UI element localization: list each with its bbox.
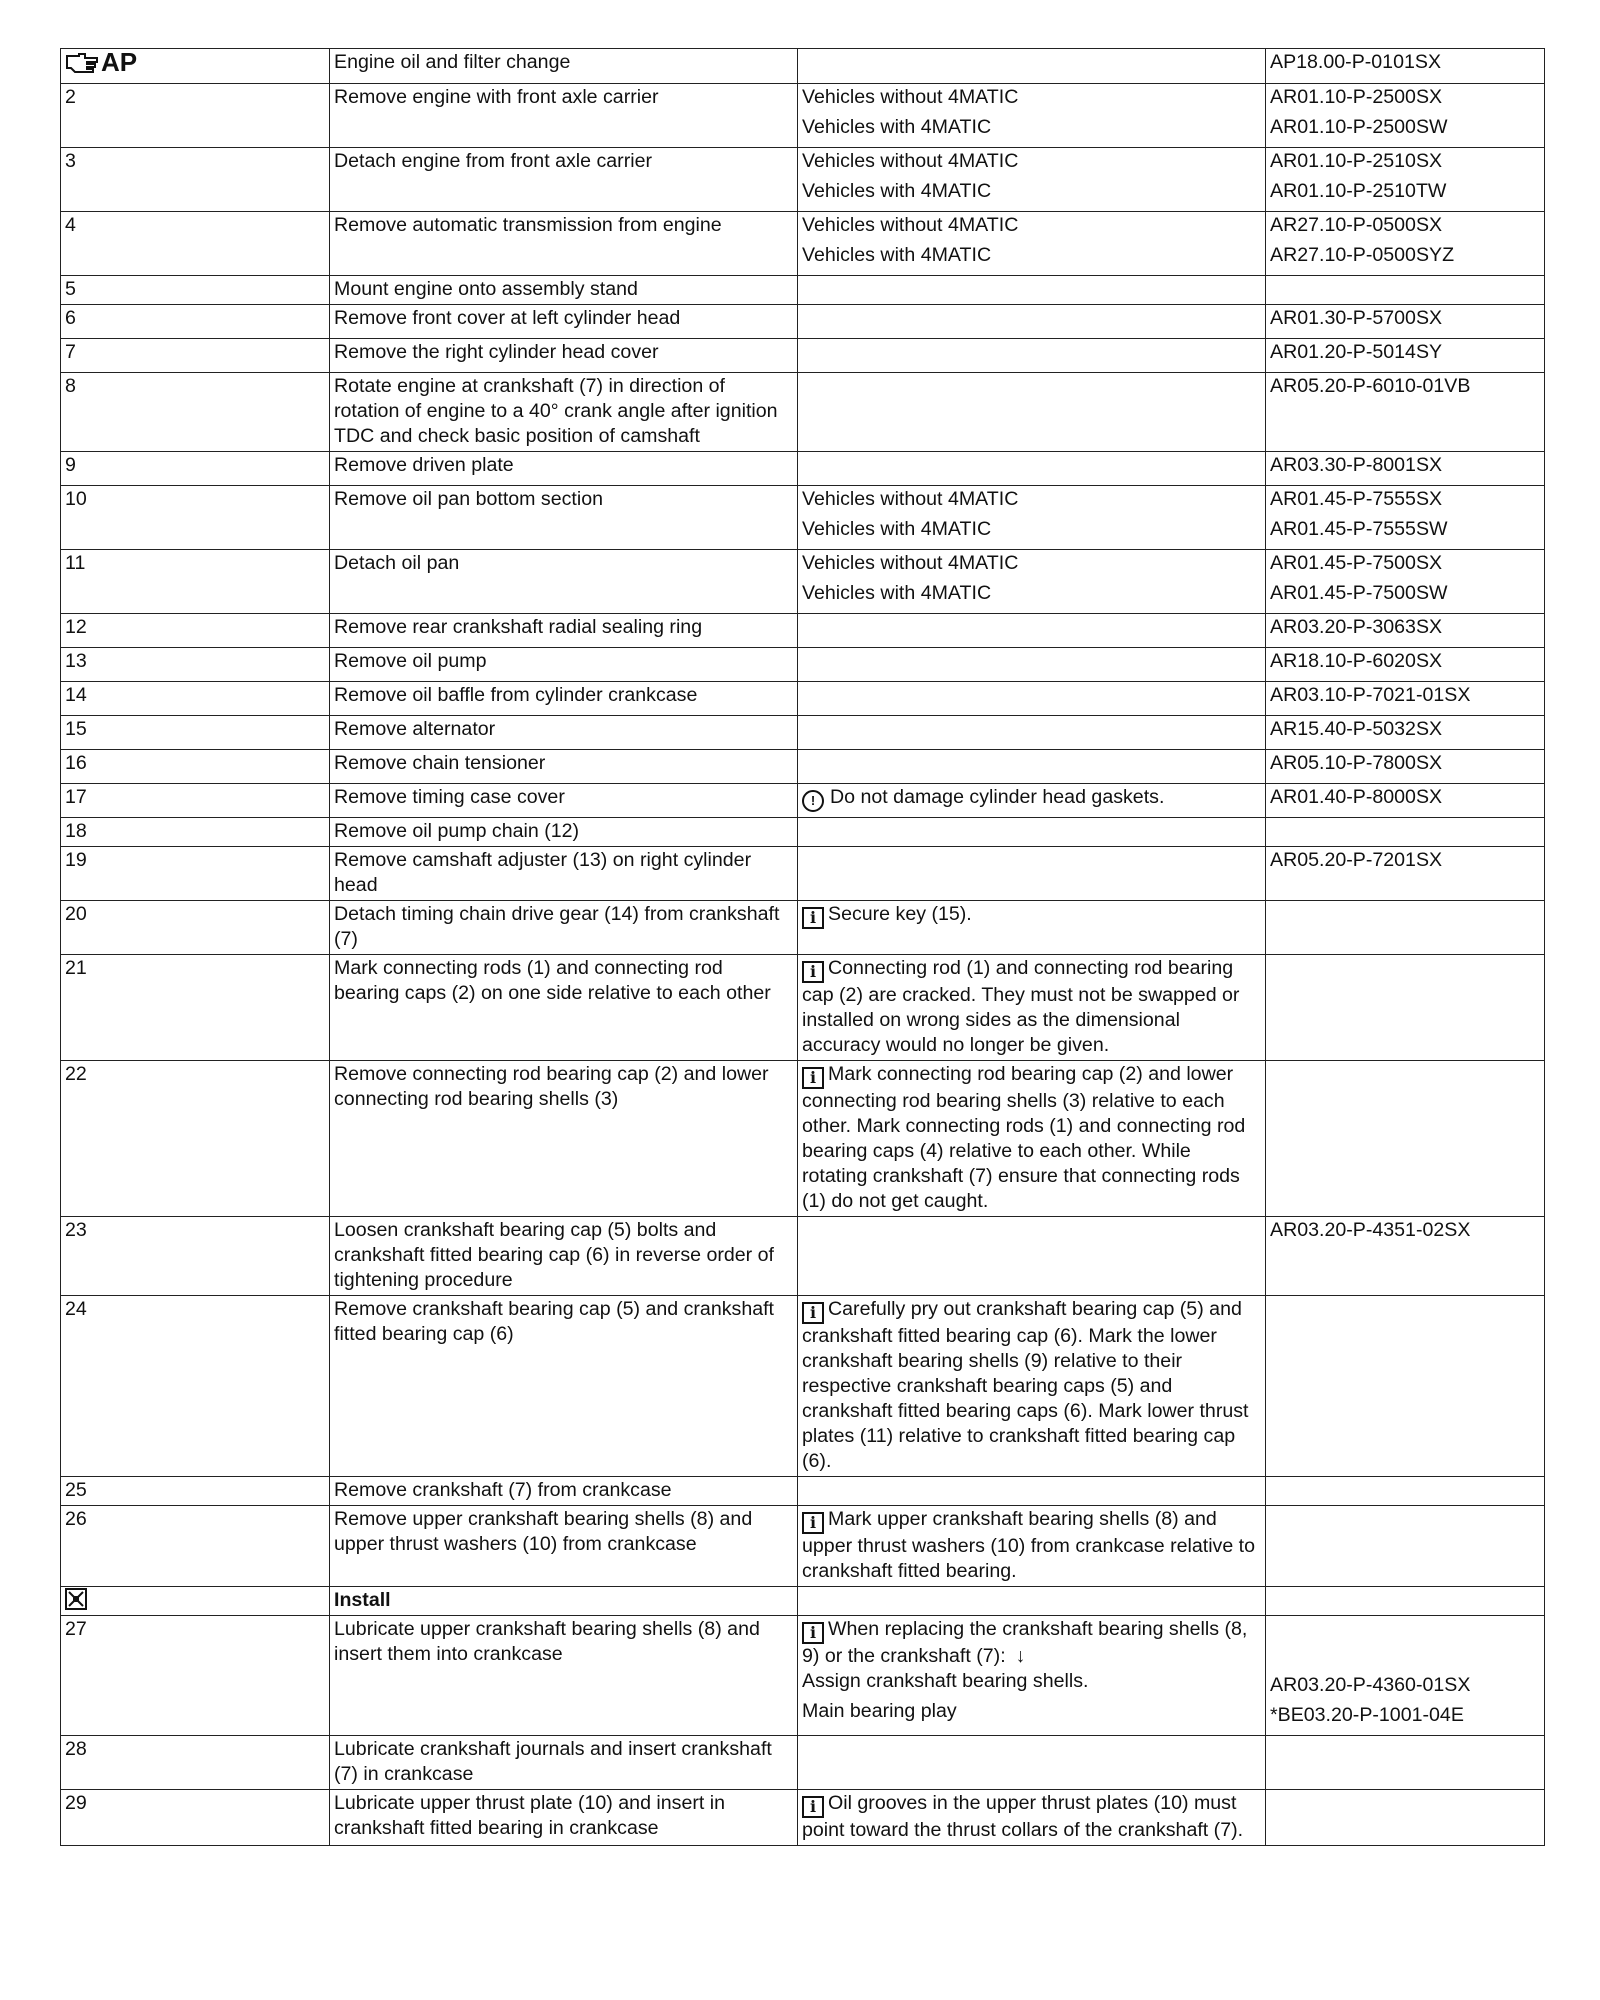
note-block bbox=[802, 1617, 1261, 1669]
info-icon: i bbox=[802, 907, 824, 929]
reference-link: AR01.20-P-5014SY bbox=[1270, 340, 1443, 363]
action-text: Remove camshaft adjuster (13) on right cylinder head bbox=[334, 848, 752, 896]
step-cell bbox=[61, 83, 330, 147]
step-cell bbox=[61, 1789, 330, 1845]
note-cell bbox=[798, 549, 1266, 613]
action-text: Detach engine from front axle carrier bbox=[334, 149, 652, 172]
table-row bbox=[61, 1216, 1545, 1295]
condition-text: Vehicles with 4MATIC bbox=[802, 115, 992, 138]
ap-marker bbox=[65, 47, 138, 77]
action-cell bbox=[330, 647, 798, 681]
table-row bbox=[61, 485, 1545, 549]
step-cell bbox=[61, 147, 330, 211]
step-cell bbox=[61, 1295, 330, 1476]
reference-link: AR01.45-P-7500SW bbox=[1270, 581, 1448, 604]
action-cell bbox=[330, 1615, 798, 1735]
reference-cell bbox=[1266, 783, 1545, 817]
action-cell bbox=[330, 1295, 798, 1476]
action-text: Remove upper crankshaft bearing shells (8) and upper thrust washers (10) from crankcase bbox=[334, 1507, 753, 1555]
action-text: Lubricate upper thrust plate (10) and insert in crankshaft fitted bearing in crankcase bbox=[334, 1791, 726, 1839]
reference-link: AR03.20-P-4360-01SX bbox=[1270, 1673, 1471, 1696]
pointing-hand-icon bbox=[65, 52, 99, 74]
reference-link: AR01.10-P-2500SW bbox=[1270, 115, 1448, 138]
step-cell bbox=[61, 783, 330, 817]
note-text: Mark connecting rod bearing cap (2) and lower connecting rod bearing shells (3) relative to each other. Mark connecting rods (1) and connecting rod bearing caps (4) relative to each other. While rotating crankshaft (7) ensure that connecting rods (1) do not get caught. bbox=[802, 1062, 1246, 1212]
action-text: Remove crankshaft (7) from crankcase bbox=[334, 1478, 672, 1501]
action-cell bbox=[330, 338, 798, 372]
note-block bbox=[802, 1062, 1261, 1214]
note-block bbox=[802, 1507, 1261, 1584]
table-row bbox=[61, 1735, 1545, 1789]
condition-text: Vehicles with 4MATIC bbox=[802, 517, 992, 540]
action-text: Remove oil pan bottom section bbox=[334, 487, 604, 510]
table-row bbox=[61, 451, 1545, 485]
action-cell bbox=[330, 372, 798, 451]
info-icon: i bbox=[802, 1512, 824, 1534]
step-number: 13 bbox=[65, 649, 87, 672]
step-number: 16 bbox=[65, 751, 87, 774]
reference-cell bbox=[1266, 900, 1545, 954]
table-row bbox=[61, 1586, 1545, 1615]
step-cell bbox=[61, 1216, 330, 1295]
info-icon: i bbox=[802, 1796, 824, 1818]
reference-cell bbox=[1266, 372, 1545, 451]
step-number: 25 bbox=[65, 1478, 87, 1501]
step-number: 21 bbox=[65, 956, 87, 979]
reference-link: AR01.45-P-7500SX bbox=[1270, 551, 1443, 574]
reference-cell bbox=[1266, 485, 1545, 549]
action-text: Remove rear crankshaft radial sealing ring bbox=[334, 615, 703, 638]
action-text: Rotate engine at crankshaft (7) in direction of rotation of engine to a 40° crank angle after ignition TDC and check basic position of camshaft bbox=[334, 374, 778, 447]
step-number: 22 bbox=[65, 1062, 87, 1085]
action-cell bbox=[330, 749, 798, 783]
note-text: When replacing the crankshaft bearing shells (8, 9) or the crankshaft (7): bbox=[802, 1617, 1248, 1667]
note-text: Oil grooves in the upper thrust plates (10) must point toward the thrust collars of the crankshaft (7). bbox=[802, 1791, 1244, 1841]
reference-cell bbox=[1266, 1789, 1545, 1845]
note-text: Connecting rod (1) and connecting rod bearing cap (2) are cracked. They must not be swapped or installed on wrong sides as the dimensional accuracy would no longer be given. bbox=[802, 956, 1240, 1056]
reference-link: AR03.10-P-7021-01SX bbox=[1270, 683, 1471, 706]
reference-cell bbox=[1266, 1060, 1545, 1216]
reference-cell bbox=[1266, 1735, 1545, 1789]
reference-link: AR05.10-P-7800SX bbox=[1270, 751, 1443, 774]
action-cell bbox=[330, 49, 798, 84]
note-cell bbox=[798, 783, 1266, 817]
reference-cell bbox=[1266, 647, 1545, 681]
condition-text: Vehicles with 4MATIC bbox=[802, 581, 992, 604]
reference-cell bbox=[1266, 1295, 1545, 1476]
table-row bbox=[61, 1295, 1545, 1476]
reference-link: AR05.20-P-7201SX bbox=[1270, 848, 1443, 871]
action-text: Remove the right cylinder head cover bbox=[334, 340, 659, 363]
reference-link: AR01.45-P-7555SX bbox=[1270, 487, 1443, 510]
step-number: 4 bbox=[65, 213, 76, 236]
note-block bbox=[802, 956, 1261, 1058]
action-cell bbox=[330, 1505, 798, 1586]
condition-text: Vehicles with 4MATIC bbox=[802, 179, 992, 202]
step-number: 20 bbox=[65, 902, 87, 925]
reference-link: AR01.30-P-5700SX bbox=[1270, 306, 1443, 329]
condition-text: Vehicles without 4MATIC bbox=[802, 487, 1019, 510]
action-cell bbox=[330, 304, 798, 338]
spacer bbox=[1270, 1617, 1540, 1673]
condition-text: Vehicles without 4MATIC bbox=[802, 213, 1019, 236]
action-text: Loosen crankshaft bearing cap (5) bolts and crankshaft fitted bearing cap (6) in reverse order of tightening procedure bbox=[334, 1218, 774, 1291]
condition-text: Assign crankshaft bearing shells. bbox=[802, 1669, 1089, 1692]
table-row bbox=[61, 1060, 1545, 1216]
step-cell bbox=[61, 817, 330, 846]
action-text: Lubricate crankshaft journals and insert crankshaft (7) in crankcase bbox=[334, 1737, 772, 1785]
step-number: 6 bbox=[65, 306, 76, 329]
note-cell bbox=[798, 613, 1266, 647]
note-cell bbox=[798, 1216, 1266, 1295]
action-cell bbox=[330, 275, 798, 304]
step-number: 12 bbox=[65, 615, 87, 638]
note-cell bbox=[798, 451, 1266, 485]
table-row bbox=[61, 900, 1545, 954]
note-cell bbox=[798, 211, 1266, 275]
step-cell bbox=[61, 338, 330, 372]
reference-link: AR18.10-P-6020SX bbox=[1270, 649, 1443, 672]
action-text: Remove chain tensioner bbox=[334, 751, 546, 774]
condition-text: Vehicles without 4MATIC bbox=[802, 149, 1019, 172]
info-icon: i bbox=[802, 1622, 824, 1644]
action-cell bbox=[330, 211, 798, 275]
step-number: 2 bbox=[65, 85, 76, 108]
action-cell bbox=[330, 485, 798, 549]
table-row bbox=[61, 954, 1545, 1060]
table-row bbox=[61, 147, 1545, 211]
reference-link: AR03.20-P-3063SX bbox=[1270, 615, 1443, 638]
table-row bbox=[61, 49, 1545, 84]
step-number: 14 bbox=[65, 683, 87, 706]
arrow-down-icon: ↓ bbox=[1015, 1644, 1026, 1667]
reference-cell bbox=[1266, 211, 1545, 275]
step-cell bbox=[61, 846, 330, 900]
action-cell bbox=[330, 1735, 798, 1789]
action-cell bbox=[330, 1216, 798, 1295]
action-cell bbox=[330, 1586, 798, 1615]
note-text: Do not damage cylinder head gaskets. bbox=[830, 785, 1165, 808]
note-cell bbox=[798, 147, 1266, 211]
action-text: Remove oil baffle from cylinder crankcase bbox=[334, 683, 698, 706]
step-cell bbox=[61, 304, 330, 338]
action-text: Mark connecting rods (1) and connecting rod bearing caps (2) on one side relative to each other bbox=[334, 956, 771, 1004]
note-cell bbox=[798, 1505, 1266, 1586]
action-cell bbox=[330, 846, 798, 900]
note-cell bbox=[798, 485, 1266, 549]
reference-link: AR01.10-P-2500SX bbox=[1270, 85, 1443, 108]
reference-cell bbox=[1266, 1216, 1545, 1295]
action-cell bbox=[330, 451, 798, 485]
step-cell bbox=[61, 900, 330, 954]
reference-cell bbox=[1266, 1615, 1545, 1735]
action-cell bbox=[330, 613, 798, 647]
note-cell bbox=[798, 372, 1266, 451]
step-number: 3 bbox=[65, 149, 76, 172]
step-number: 8 bbox=[65, 374, 76, 397]
note-text: Secure key (15). bbox=[828, 902, 972, 925]
reference-cell bbox=[1266, 304, 1545, 338]
action-text: Install bbox=[334, 1588, 391, 1611]
step-number: 17 bbox=[65, 785, 87, 808]
reference-link: AP18.00-P-0101SX bbox=[1270, 51, 1442, 73]
note-text: Carefully pry out crankshaft bearing cap (5) and crankshaft fitted bearing cap (6). Mark the lower crankshaft bearing shells (9) relative to their respective crankshaft bearing caps (5) and crankshaft fitted bearing caps (6). Mark lower thrust plates (11) relative to crankshaft fitted bearing cap (6). bbox=[802, 1297, 1249, 1472]
note-cell bbox=[798, 954, 1266, 1060]
step-cell bbox=[61, 211, 330, 275]
note-cell bbox=[798, 1735, 1266, 1789]
note-cell bbox=[798, 846, 1266, 900]
table-row bbox=[61, 817, 1545, 846]
info-icon: i bbox=[802, 1302, 824, 1324]
note-cell bbox=[798, 1586, 1266, 1615]
note-block bbox=[802, 1791, 1261, 1843]
table-row bbox=[61, 1615, 1545, 1735]
reference-cell bbox=[1266, 338, 1545, 372]
note-block bbox=[802, 902, 1261, 929]
condition-text: Vehicles without 4MATIC bbox=[802, 551, 1019, 574]
step-cell bbox=[61, 549, 330, 613]
action-text: Remove timing case cover bbox=[334, 785, 565, 808]
action-cell bbox=[330, 1060, 798, 1216]
table-row bbox=[61, 1476, 1545, 1505]
action-cell bbox=[330, 549, 798, 613]
condition-text: Vehicles without 4MATIC bbox=[802, 85, 1019, 108]
action-text: Mount engine onto assembly stand bbox=[334, 277, 638, 300]
step-number: 5 bbox=[65, 277, 76, 300]
note-block bbox=[802, 1297, 1261, 1474]
reference-link: AR03.20-P-4351-02SX bbox=[1270, 1218, 1471, 1241]
info-icon: i bbox=[802, 961, 824, 983]
install-icon bbox=[65, 1588, 87, 1610]
note-block bbox=[802, 785, 1261, 812]
action-cell bbox=[330, 147, 798, 211]
ap-label: AP bbox=[101, 47, 138, 77]
step-number: 18 bbox=[65, 819, 87, 842]
table-row bbox=[61, 647, 1545, 681]
note-cell bbox=[798, 304, 1266, 338]
step-cell bbox=[61, 954, 330, 1060]
step-cell bbox=[61, 613, 330, 647]
action-text: Lubricate upper crankshaft bearing shells (8) and insert them into crankcase bbox=[334, 1617, 760, 1665]
reference-cell bbox=[1266, 1476, 1545, 1505]
step-cell bbox=[61, 1505, 330, 1586]
step-number: 10 bbox=[65, 487, 87, 510]
action-cell bbox=[330, 954, 798, 1060]
table-row bbox=[61, 846, 1545, 900]
reference-link: AR03.30-P-8001SX bbox=[1270, 453, 1443, 476]
step-number: 26 bbox=[65, 1507, 87, 1530]
note-cell bbox=[798, 83, 1266, 147]
note-cell bbox=[798, 900, 1266, 954]
step-number: 23 bbox=[65, 1218, 87, 1241]
step-number: 24 bbox=[65, 1297, 87, 1320]
reference-link: AR27.10-P-0500SYZ bbox=[1270, 243, 1455, 266]
table-row bbox=[61, 749, 1545, 783]
step-cell bbox=[61, 451, 330, 485]
table-row bbox=[61, 304, 1545, 338]
action-text: Remove oil pump chain (12) bbox=[334, 819, 580, 842]
action-text: Detach timing chain drive gear (14) from crankshaft (7) bbox=[334, 902, 780, 950]
reference-cell bbox=[1266, 1505, 1545, 1586]
reference-cell bbox=[1266, 549, 1545, 613]
step-number: 19 bbox=[65, 848, 87, 871]
action-text: Remove oil pump bbox=[334, 649, 487, 672]
condition-text: Vehicles with 4MATIC bbox=[802, 243, 992, 266]
action-cell bbox=[330, 715, 798, 749]
table-row bbox=[61, 549, 1545, 613]
reference-cell bbox=[1266, 451, 1545, 485]
table-row bbox=[61, 211, 1545, 275]
table-row bbox=[61, 372, 1545, 451]
reference-link: AR05.20-P-6010-01VB bbox=[1270, 374, 1471, 397]
action-text: Detach oil pan bbox=[334, 551, 460, 574]
note-cell bbox=[798, 647, 1266, 681]
info-icon: i bbox=[802, 1067, 824, 1089]
reference-cell bbox=[1266, 613, 1545, 647]
table-row bbox=[61, 715, 1545, 749]
action-text: Remove engine with front axle carrier bbox=[334, 85, 659, 108]
step-cell bbox=[61, 49, 330, 84]
step-cell bbox=[61, 1476, 330, 1505]
note-cell bbox=[798, 1615, 1266, 1735]
reference-cell bbox=[1266, 1586, 1545, 1615]
action-text: Remove alternator bbox=[334, 717, 496, 740]
table-row bbox=[61, 613, 1545, 647]
table-row bbox=[61, 83, 1545, 147]
action-cell bbox=[330, 1789, 798, 1845]
condition-text: Main bearing play bbox=[802, 1699, 957, 1722]
action-cell bbox=[330, 83, 798, 147]
table-row bbox=[61, 1505, 1545, 1586]
step-number: 28 bbox=[65, 1737, 87, 1760]
table-row bbox=[61, 1789, 1545, 1845]
note-cell bbox=[798, 1789, 1266, 1845]
step-cell bbox=[61, 681, 330, 715]
action-cell bbox=[330, 1476, 798, 1505]
action-cell bbox=[330, 783, 798, 817]
reference-cell bbox=[1266, 49, 1545, 84]
action-text: Remove front cover at left cylinder head bbox=[334, 306, 681, 329]
reference-cell bbox=[1266, 147, 1545, 211]
action-text: Remove connecting rod bearing cap (2) and lower connecting rod bearing shells (3) bbox=[334, 1062, 769, 1110]
step-number: 9 bbox=[65, 453, 76, 476]
note-cell bbox=[798, 338, 1266, 372]
reference-cell bbox=[1266, 749, 1545, 783]
step-number: 29 bbox=[65, 1791, 87, 1814]
reference-link: AR27.10-P-0500SX bbox=[1270, 213, 1443, 236]
note-cell bbox=[798, 681, 1266, 715]
table-row bbox=[61, 338, 1545, 372]
step-cell bbox=[61, 1735, 330, 1789]
note-cell bbox=[798, 749, 1266, 783]
action-cell bbox=[330, 900, 798, 954]
note-cell bbox=[798, 1295, 1266, 1476]
note-cell bbox=[798, 817, 1266, 846]
step-cell bbox=[61, 372, 330, 451]
procedure-table bbox=[60, 48, 1545, 1846]
reference-cell bbox=[1266, 681, 1545, 715]
step-cell bbox=[61, 1060, 330, 1216]
reference-cell bbox=[1266, 817, 1545, 846]
action-text: Remove automatic transmission from engine bbox=[334, 213, 722, 236]
reference-cell bbox=[1266, 715, 1545, 749]
note-cell bbox=[798, 1476, 1266, 1505]
reference-cell bbox=[1266, 846, 1545, 900]
step-cell bbox=[61, 749, 330, 783]
reference-link: AR01.45-P-7555SW bbox=[1270, 517, 1448, 540]
action-text: Remove driven plate bbox=[334, 453, 514, 476]
reference-link: AR01.40-P-8000SX bbox=[1270, 785, 1443, 808]
step-number: 15 bbox=[65, 717, 87, 740]
step-number: 27 bbox=[65, 1617, 87, 1640]
step-number: 11 bbox=[65, 551, 86, 574]
step-cell bbox=[61, 485, 330, 549]
step-cell bbox=[61, 715, 330, 749]
note-cell bbox=[798, 1060, 1266, 1216]
note-text: Mark upper crankshaft bearing shells (8) and upper thrust washers (10) from crankcase relative to crankshaft fitted bearing. bbox=[802, 1507, 1256, 1582]
reference-cell bbox=[1266, 954, 1545, 1060]
action-cell bbox=[330, 681, 798, 715]
step-cell bbox=[61, 1586, 330, 1615]
reference-link: AR01.10-P-2510TW bbox=[1270, 179, 1447, 202]
note-cell bbox=[798, 49, 1266, 84]
reference-cell bbox=[1266, 83, 1545, 147]
action-text: Remove crankshaft bearing cap (5) and crankshaft fitted bearing cap (6) bbox=[334, 1297, 774, 1345]
table-row bbox=[61, 681, 1545, 715]
action-text: Engine oil and filter change bbox=[334, 51, 571, 73]
reference-link: AR15.40-P-5032SX bbox=[1270, 717, 1443, 740]
step-cell bbox=[61, 1615, 330, 1735]
reference-link: *BE03.20-P-1001-04E bbox=[1270, 1703, 1464, 1726]
step-cell bbox=[61, 275, 330, 304]
reference-link: AR01.10-P-2510SX bbox=[1270, 149, 1443, 172]
table-row bbox=[61, 783, 1545, 817]
step-cell bbox=[61, 647, 330, 681]
note-cell bbox=[798, 715, 1266, 749]
table-row bbox=[61, 275, 1545, 304]
step-number: 7 bbox=[65, 340, 76, 363]
caution-icon: ! bbox=[802, 790, 824, 812]
note-cell bbox=[798, 275, 1266, 304]
reference-cell bbox=[1266, 275, 1545, 304]
action-cell bbox=[330, 817, 798, 846]
